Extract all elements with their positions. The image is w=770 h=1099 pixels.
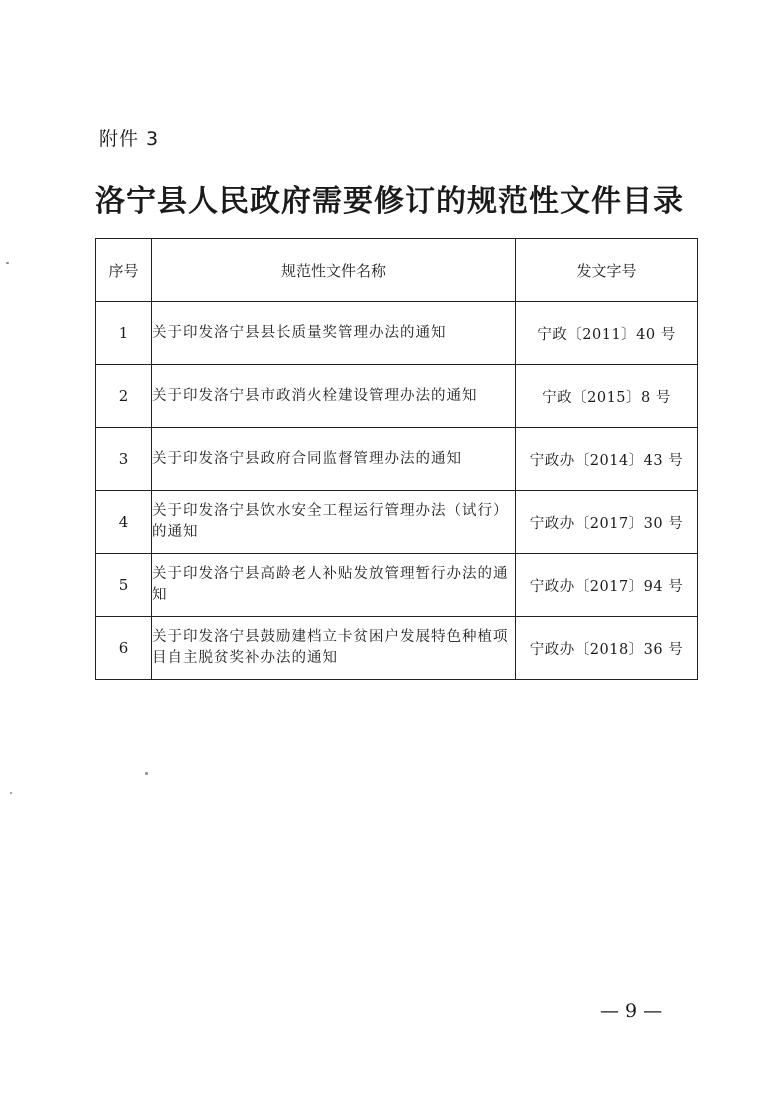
document-name: 关于印发洛宁县饮水安全工程运行管理办法（试行）的通知 xyxy=(152,491,516,554)
document-ref: 宁政办〔2017〕30 号 xyxy=(516,491,698,554)
document-title: 洛宁县人民政府需要修订的规范性文件目录 xyxy=(95,184,684,219)
attachment-label: 附件 3 xyxy=(99,128,160,150)
document-ref: 宁政〔2015〕8 号 xyxy=(516,365,698,428)
row-number: 5 xyxy=(96,554,152,617)
table-row xyxy=(96,491,698,554)
document-name: 关于印发洛宁县政府合同监督管理办法的通知 xyxy=(152,428,516,491)
header-no: 序号 xyxy=(96,239,152,302)
table-row xyxy=(96,617,698,680)
document-table xyxy=(95,238,698,680)
table-row xyxy=(96,554,698,617)
table-row xyxy=(96,428,698,491)
header-name: 规范性文件名称 xyxy=(152,239,516,302)
document-name: 关于印发洛宁县高龄老人补贴发放管理暂行办法的通知 xyxy=(152,554,516,617)
scan-speck xyxy=(6,262,9,264)
row-number: 2 xyxy=(96,365,152,428)
row-number: 1 xyxy=(96,302,152,365)
table-row xyxy=(96,302,698,365)
document-name: 关于印发洛宁县县长质量奖管理办法的通知 xyxy=(152,302,516,365)
table-row xyxy=(96,365,698,428)
scan-speck xyxy=(10,792,12,794)
table-header-row xyxy=(96,239,698,302)
row-number: 6 xyxy=(96,617,152,680)
document-ref: 宁政办〔2018〕36 号 xyxy=(516,617,698,680)
document-ref: 宁政办〔2017〕94 号 xyxy=(516,554,698,617)
scan-speck xyxy=(145,772,148,775)
document-name: 关于印发洛宁县市政消火栓建设管理办法的通知 xyxy=(152,365,516,428)
page-number: — 9 — xyxy=(600,1000,663,1022)
row-number: 4 xyxy=(96,491,152,554)
document-ref: 宁政办〔2014〕43 号 xyxy=(516,428,698,491)
document-name: 关于印发洛宁县鼓励建档立卡贫困户发展特色种植项目自主脱贫奖补办法的通知 xyxy=(152,617,516,680)
row-number: 3 xyxy=(96,428,152,491)
header-ref: 发文字号 xyxy=(516,239,698,302)
document-ref: 宁政〔2011〕40 号 xyxy=(516,302,698,365)
